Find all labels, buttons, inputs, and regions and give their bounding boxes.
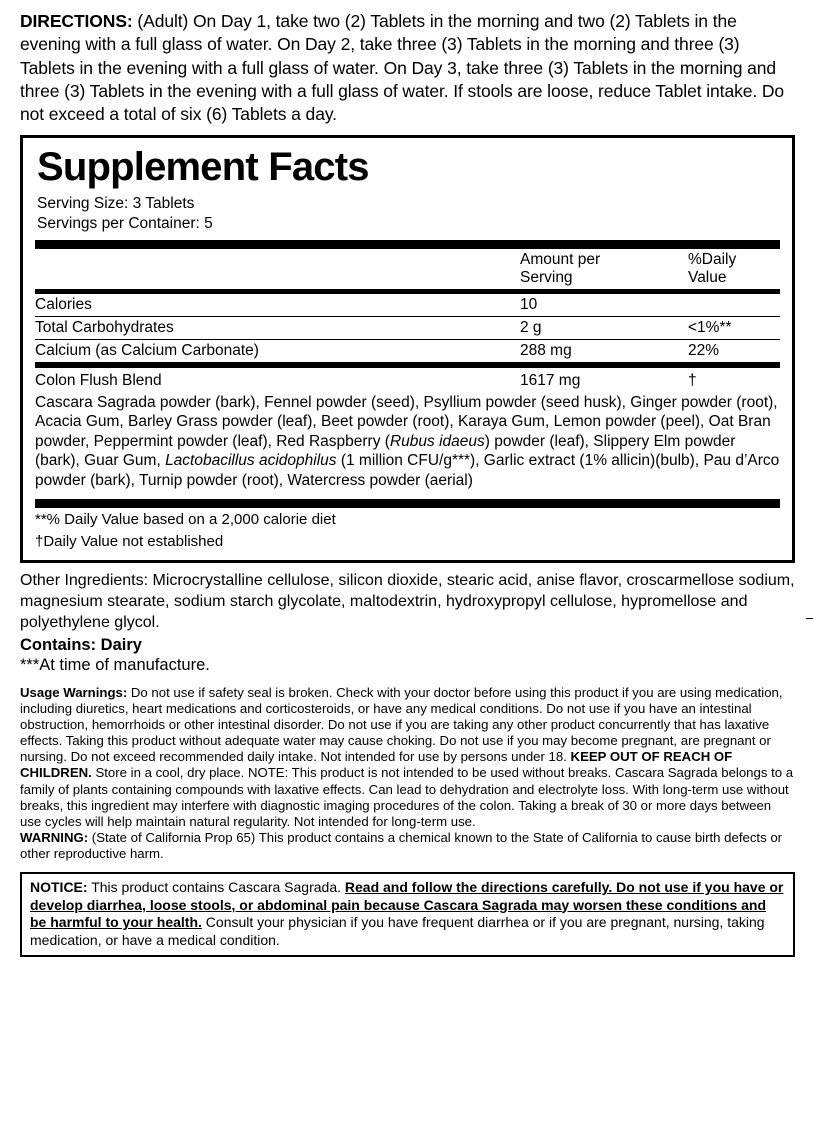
header-blank	[35, 249, 520, 289]
nutrient-amount: 10	[520, 294, 688, 317]
notice-box	[20, 872, 795, 957]
nutrient-name: Calcium (as Calcium Carbonate)	[35, 339, 520, 362]
blend-table	[35, 368, 780, 392]
nutrient-amount: 2 g	[520, 316, 688, 339]
servings-per-container: Servings per Container: 5	[37, 215, 213, 233]
blend-italic-lactobacillus: Lactobacillus acidophilus	[165, 452, 337, 470]
usage-warnings-text-1: Do not use if safety seal is broken. Check with your doctor before using this product if you are using medication, including diuretics, heart medications and corticosteroids, or have any medical conditions. Do not use if you have an intestinal obstruction, hemorrhoids or other intestinal disorder. Do not use if you are taking any other product concurrently that has laxative effects. Taking this product without adequate water may cause choking. Do not use if you may become pregnant, are pregnant or nursing. Do not exceed recommended daily intake. Not intended for use by persons under 18.	[20, 685, 783, 765]
nutrient-dv: <1%**	[688, 316, 780, 339]
table-row	[35, 294, 780, 317]
supplement-facts-title: Supplement Facts	[37, 145, 369, 190]
nutrient-dv: 22%	[688, 339, 780, 362]
notice-text-1: This product contains Cascara Sagrada.	[87, 879, 345, 896]
header-amount-line1: Amount per	[520, 250, 601, 268]
supplement-facts-table	[35, 249, 780, 289]
nutrient-amount: 288 mg	[520, 339, 688, 362]
directions-text: (Adult) On Day 1, take two (2) Tablets in the morning and two (2) Tablets in the evening with a full glass of water. On Day 2, take three (3) Tablets in the morning and three (3) Tablets in the evening with a full glass of water. On Day 3, take three (3) Tablets in the morning and three (3) Tablets in the evening with a full glass of water. If stools are loose, reduce Tablet intake. Do not exceed a total of six (6) Tablets a day.	[20, 11, 785, 125]
notice-underlined-warning: Read and follow the directions carefully. Do not use if you have or develop diarrhea, loose stools, or abdominal pain because Cascara Sagrada may worsen these conditions and be harmful to your health.	[30, 879, 784, 931]
table-row	[35, 316, 780, 339]
header-amount	[520, 249, 688, 289]
nutrient-name: Total Carbohydrates	[35, 316, 520, 339]
blend-ingredients	[35, 392, 780, 494]
footnote-dagger: †Daily Value not established	[35, 532, 224, 550]
table-row	[35, 339, 780, 362]
blend-italic-rubus: Rubus idaeus	[389, 432, 485, 450]
other-ingredients-text: Other Ingredients: Microcrystalline cellulose, silicon dioxide, stearic acid, anise flavor, croscarmellose sodium, magnesium stearate, sodium starch glycolate, maltodextrin, hydroxypropyl cellulose, hypromellose and polyethylene glycol.	[20, 571, 795, 631]
nutrient-name: Calories	[35, 294, 520, 317]
keep-out-of-reach-text: KEEP OUT OF REACH OF CHILDREN.	[20, 749, 733, 781]
blend-amount: 1617 mg	[520, 371, 581, 389]
header-dv-line1: %Daily	[688, 250, 737, 268]
usage-warnings-label: Usage Warnings:	[20, 685, 128, 701]
blend-ingredients-part3: (1 million CFU/g***), Garlic extract (1% allicin)(bulb), Pau d’Arco powder (bark), Turnip powder (root), Watercress powder (aerial)	[35, 452, 780, 489]
directions-label: DIRECTIONS:	[20, 11, 133, 31]
warnings-section	[20, 685, 795, 862]
blend-name: Colon Flush Blend	[35, 371, 162, 389]
prop65-paragraph	[20, 830, 795, 862]
blend-ingredients-part1: Cascara Sagrada powder (bark), Fennel powder (seed), Psyllium powder (seed husk), Ginger powder (root), Acacia Gum, Barley Grass powder (leaf), Beet powder (root), Karaya Gum, Lemon powder (peel), Oat Bran powder, Peppermint powder (leaf), Red Raspberry (	[35, 393, 778, 450]
divider-thick-bottom	[35, 499, 780, 508]
directions-paragraph	[20, 10, 795, 126]
table-header-row	[35, 249, 780, 289]
usage-warnings-paragraph	[20, 685, 795, 830]
nutrient-rows-table	[35, 294, 780, 363]
blend-row	[35, 368, 780, 392]
usage-warnings-text-2: Store in a cool, dry place. NOTE: This product is not intended to be used without breaks. Cascara Sagrada belongs to a family of plants containing compounds with laxative effects. Can lead to dehydration and electrolyte loss. With long-term use without breaks, this ingredient may interfere with diagnostic imaging procedures of the colon. Taking a break of 30 or more days between use cycles will help maintain natural regularity. Not intended for long-term use.	[20, 765, 794, 829]
notice-text-2: Consult your physician if you have frequent diarrhea or if you are pregnant, nursing, taking medication, or have a medical condition.	[30, 914, 765, 948]
blend-dv: †	[688, 371, 697, 389]
registration-tick	[806, 618, 813, 619]
divider-thick-top	[35, 240, 780, 249]
notice-label: NOTICE:	[30, 879, 88, 896]
header-daily-value	[688, 249, 780, 289]
prop65-text: (State of California Prop 65) This product contains a chemical known to the State of California to cause birth defects or other reproductive harm.	[20, 829, 783, 861]
nutrient-dv	[688, 294, 780, 317]
supplement-facts-panel	[20, 135, 795, 562]
at-time-of-manufacture-note: ***At time of manufacture.	[20, 656, 210, 675]
prop65-label: WARNING:	[20, 829, 89, 845]
blend-ingredients-part2: ) powder (leaf), Slippery Elm powder (bark), Guar Gum,	[35, 432, 736, 470]
header-dv-line2: Value	[688, 268, 727, 286]
footnote-daily-value: **% Daily Value based on a 2,000 calorie diet	[35, 511, 336, 529]
serving-size: Serving Size: 3 Tablets	[37, 195, 195, 213]
header-amount-line2: Serving	[520, 268, 573, 286]
contains-allergens: Contains: Dairy	[20, 636, 142, 655]
